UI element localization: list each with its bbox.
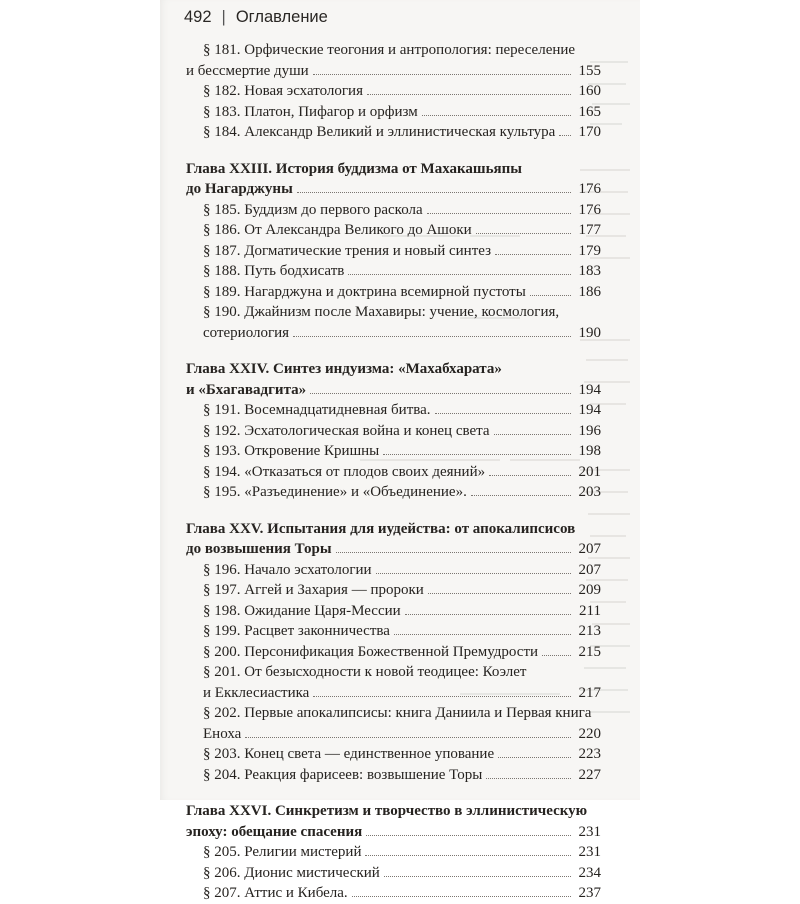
toc-entry[interactable] <box>186 40 601 61</box>
entry-label: § 187. Догматические трения и новый синтез <box>203 242 492 259</box>
entry-label: § 186. От Александра Великого до Ашоки <box>203 222 472 238</box>
entry-label: § 194. «Отказаться от плодов своих деяний» <box>203 463 486 480</box>
entry-page-number: 155 <box>578 62 601 79</box>
dot-leader <box>559 135 571 136</box>
dot-leader <box>348 274 571 275</box>
entry-label: до Нагарджуны <box>186 181 293 197</box>
dot-leader <box>394 634 571 635</box>
entry-page-number: 170 <box>578 124 601 140</box>
dot-leader <box>367 94 571 95</box>
toc-entry[interactable] <box>186 302 601 323</box>
running-header <box>184 8 328 34</box>
entry-label: § 185. Буддизм до первого раскола <box>203 201 423 218</box>
toc-entry[interactable] <box>186 122 601 143</box>
entry-label: § 207. Аттис и Кибела. <box>203 885 348 901</box>
entry-label: § 191. Восемнадцатидневная битва. <box>203 402 431 418</box>
entry-page-number: 160 <box>578 83 601 99</box>
dot-leader <box>366 835 571 836</box>
dot-leader <box>489 475 571 476</box>
dot-leader <box>427 213 571 214</box>
entry-label: § 183. Платон, Пифагор и орфизм <box>203 103 418 120</box>
table-of-contents <box>186 40 601 904</box>
entry-label: § 188. Путь бодхисатв <box>203 263 345 279</box>
entry-label: § 205. Религии мистерий <box>203 844 362 860</box>
entry-page-number: 217 <box>578 684 601 701</box>
toc-entry[interactable] <box>186 241 601 262</box>
chapter-page-number: 207 <box>578 541 601 557</box>
toc-entry[interactable] <box>186 842 601 863</box>
dot-leader <box>495 254 571 255</box>
running-title: Оглавление <box>235 8 328 26</box>
entry-label: § 190. Джайнизм после Махавиры: учение, космология, <box>203 304 560 320</box>
chapter-title-line[interactable] <box>186 822 601 843</box>
dot-leader <box>422 115 571 116</box>
toc-entry[interactable] <box>186 765 601 786</box>
dot-leader <box>376 573 571 574</box>
entry-label: Еноха <box>203 725 242 742</box>
dot-leader <box>365 855 571 856</box>
entry-page-number: 213 <box>578 623 601 639</box>
toc-entry[interactable] <box>186 261 601 282</box>
chapter-title-line[interactable] <box>186 179 601 200</box>
toc-entry[interactable] <box>186 601 601 622</box>
entry-label: § 204. Реакция фарисеев: возвышение Торы <box>203 766 483 783</box>
dot-leader <box>428 593 571 594</box>
entry-page-number: 211 <box>579 602 601 619</box>
toc-entry[interactable] <box>186 642 601 663</box>
entry-label: § 181. Орфические теогония и антропология: переселение <box>203 42 576 58</box>
dot-leader <box>310 393 571 394</box>
entry-page-number: 194 <box>578 402 601 418</box>
chapter-page-number: 176 <box>578 181 601 197</box>
dot-leader <box>486 778 571 779</box>
dot-leader <box>297 192 571 193</box>
entry-page-number: 177 <box>578 222 601 238</box>
entry-label: § 189. Нагарджуна и доктрина всемирной пустоты <box>203 283 526 300</box>
chapter-block <box>186 519 601 786</box>
toc-entry[interactable] <box>186 200 601 221</box>
entry-label: § 201. От безысходности к новой теодицее: Коэлет <box>203 664 527 680</box>
entry-page-number: 183 <box>578 263 601 279</box>
chapter-page-number: 231 <box>578 823 601 840</box>
toc-entry[interactable] <box>186 61 601 82</box>
toc-entry[interactable] <box>186 724 601 745</box>
dot-leader <box>293 336 571 337</box>
entry-label: и бессмертие души <box>186 62 309 79</box>
toc-entry[interactable] <box>186 102 601 123</box>
dot-leader <box>471 495 571 496</box>
entry-label: § 184. Александр Великий и эллинистическая культура <box>203 124 556 140</box>
toc-entry[interactable] <box>186 863 601 884</box>
header-separator: | <box>221 8 226 26</box>
entry-label: и Екклесиастика <box>203 684 310 701</box>
dot-leader <box>336 552 571 553</box>
entry-page-number: 165 <box>578 103 601 120</box>
entry-page-number: 237 <box>578 885 601 901</box>
entry-label: до возвышения Торы <box>186 541 332 557</box>
dot-leader <box>352 896 571 897</box>
dot-leader <box>494 434 571 435</box>
chapter-title-line[interactable]: Глава XXIII. История буддизма от Махакашьяпы <box>186 160 522 177</box>
entry-label: и «Бхагавадгита» <box>186 381 307 398</box>
toc-entry[interactable] <box>186 580 601 601</box>
entry-label: § 203. Конец света — единственное упование <box>203 746 495 762</box>
entry-label: § 198. Ожидание Царя-Мессии <box>203 602 401 619</box>
entry-label: § 197. Аггей и Захария — пророки <box>203 582 424 598</box>
entry-label: § 192. Эсхатологическая война и конец света <box>203 422 490 439</box>
book-page <box>160 0 640 901</box>
toc-entry[interactable] <box>186 621 601 642</box>
dot-leader <box>530 295 571 296</box>
entry-label: эпоху: обещание спасения <box>186 823 363 840</box>
dot-leader <box>383 454 571 455</box>
dot-leader <box>476 233 571 234</box>
dot-leader <box>313 696 571 697</box>
entry-label: § 193. Откровение Кришны <box>203 443 380 459</box>
entry-page-number: 223 <box>578 746 601 762</box>
entry-page-number: 234 <box>578 864 601 881</box>
entry-page-number: 176 <box>578 201 601 218</box>
entry-label: § 200. Персонификация Божественной Премудрости <box>203 643 539 660</box>
dot-leader <box>435 413 571 414</box>
entry-label: сотериология <box>203 324 290 341</box>
toc-entry[interactable] <box>186 220 601 241</box>
section-block <box>186 40 601 143</box>
entry-page-number: 231 <box>578 844 601 860</box>
dot-leader <box>498 757 571 758</box>
toc-entry[interactable] <box>186 400 601 421</box>
entry-page-number: 227 <box>578 766 601 783</box>
entry-page-number: 179 <box>578 242 601 259</box>
chapter-title-line[interactable]: Глава XXVI. Синкретизм и творчество в эллинистическую <box>186 803 588 819</box>
chapter-title-line[interactable]: Глава XXV. Испытания для иудейства: от апокалипсисов <box>186 520 576 537</box>
toc-entry[interactable] <box>186 560 601 581</box>
toc-entry[interactable] <box>186 421 601 442</box>
toc-entry[interactable] <box>186 744 601 765</box>
toc-entry[interactable] <box>186 462 601 483</box>
entry-page-number: 201 <box>578 463 601 480</box>
toc-entry[interactable] <box>186 883 601 904</box>
entry-label: § 182. Новая эсхатология <box>203 83 363 99</box>
toc-entry[interactable] <box>186 323 601 344</box>
chapter-page-number: 194 <box>578 381 601 398</box>
toc-entry[interactable] <box>186 662 601 683</box>
entry-page-number: 215 <box>578 643 601 660</box>
entry-label: § 195. «Разъединение» и «Объединение». <box>203 484 467 500</box>
toc-entry[interactable] <box>186 81 601 102</box>
chapter-title-line[interactable] <box>186 539 601 560</box>
chapter-block <box>186 359 601 503</box>
page-number: 492 <box>184 8 212 26</box>
dot-leader <box>542 655 571 656</box>
toc-entry[interactable] <box>186 683 601 704</box>
chapter-title-line[interactable] <box>186 380 601 401</box>
entry-label: § 196. Начало эсхатологии <box>203 561 372 578</box>
entry-page-number: 186 <box>578 283 601 300</box>
dot-leader <box>405 614 571 615</box>
entry-page-number: 203 <box>578 484 601 500</box>
chapter-block <box>186 801 601 904</box>
entry-page-number: 190 <box>578 324 601 341</box>
entry-page-number: 196 <box>578 422 601 439</box>
entry-page-number: 207 <box>578 561 601 578</box>
entry-page-number: 209 <box>578 582 601 598</box>
chapter-block <box>186 159 601 344</box>
entry-label: § 206. Дионис мистический <box>203 864 380 881</box>
toc-entry[interactable] <box>186 703 601 724</box>
dot-leader <box>313 74 571 75</box>
toc-entry[interactable] <box>186 441 601 462</box>
entry-label: § 202. Первые апокалипсисы: книга Даниила и Первая книга <box>203 705 592 721</box>
toc-entry[interactable] <box>186 282 601 303</box>
chapter-title-line[interactable]: Глава XXIV. Синтез индуизма: «Махабхарата» <box>186 361 502 377</box>
entry-label: § 199. Расцвет законничества <box>203 623 390 639</box>
entry-page-number: 220 <box>578 725 601 742</box>
dot-leader <box>245 737 571 738</box>
toc-entry[interactable] <box>186 482 601 503</box>
dot-leader <box>384 876 571 877</box>
entry-page-number: 198 <box>578 443 601 459</box>
